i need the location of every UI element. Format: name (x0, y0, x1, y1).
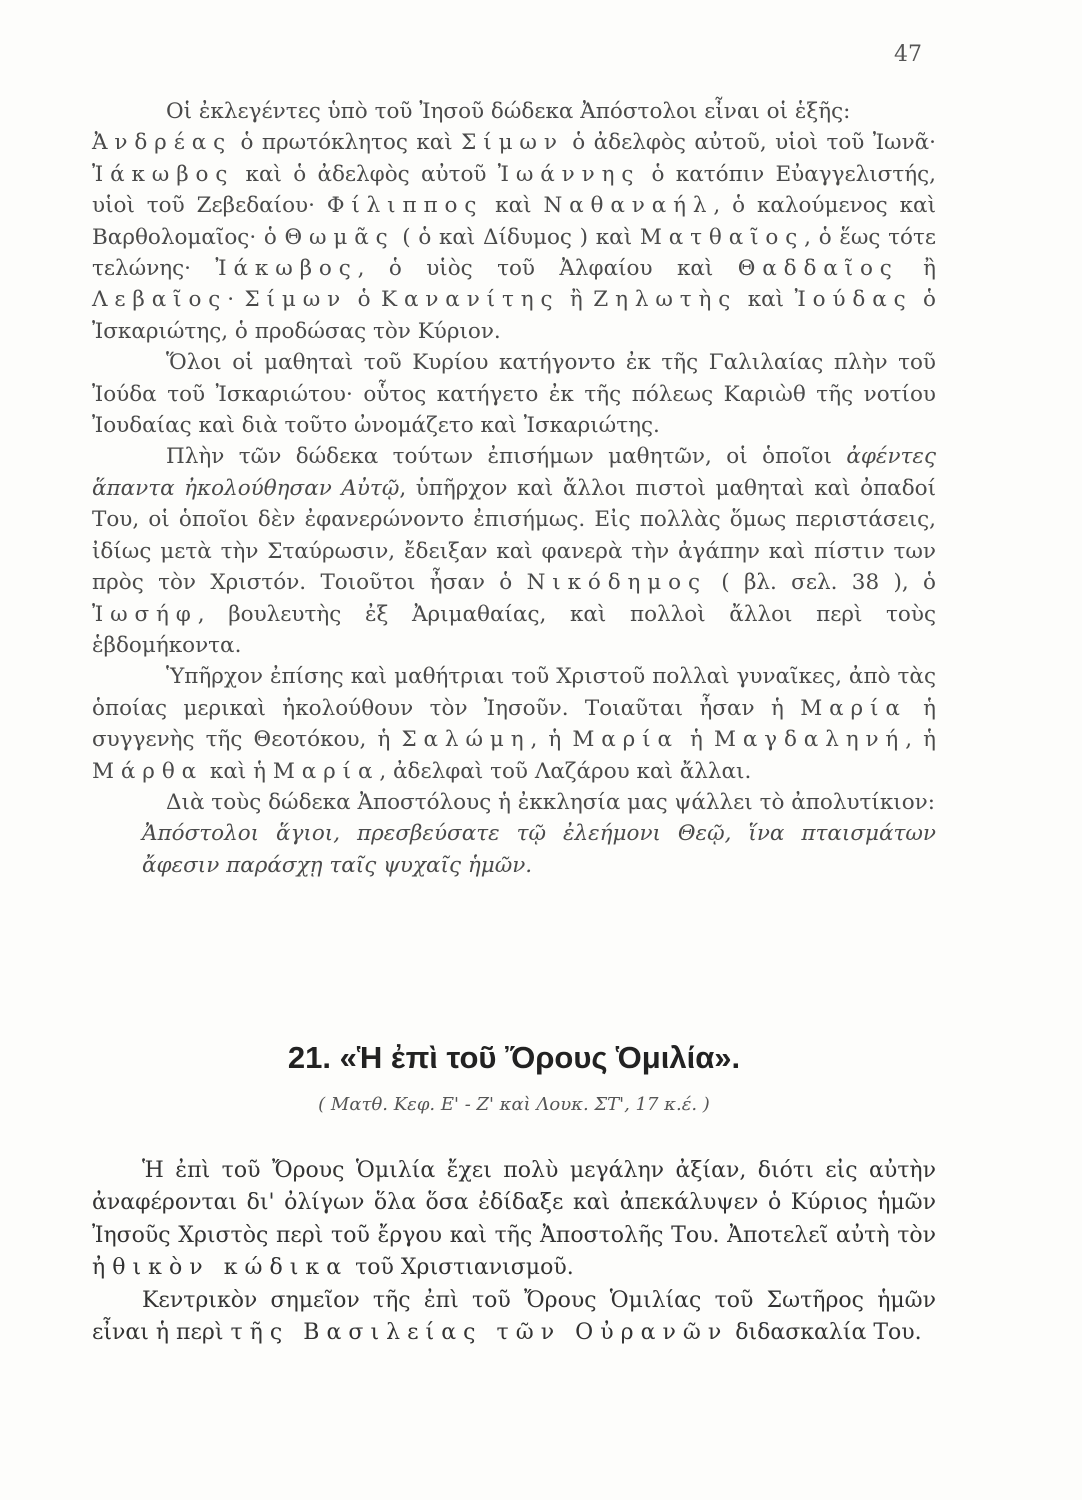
apostle-name: Ἰάκωβος (92, 161, 235, 187)
text-run: ἡ συγγενὴς τῆς Θεοτόκου, ἡ (92, 695, 936, 753)
page-number: 47 (894, 42, 922, 67)
galilee-paragraph: Ὅλοι οἱ μαθηταὶ τοῦ Κυρίου κατήγοντο ἐκ τῆς Γαλιλαίας πλὴν τοῦ Ἰούδα τοῦ Ἰσκαριώτου· οὗτος κατήγετο ἐκ τῆς πόλεως Καριὼθ τῆς νοτίου Ἰουδαίας καὶ διὰ τοῦτο ὠνομάζετο καὶ Ἰσκαριώτης. (92, 350, 936, 439)
text-run: καὶ ἡ (203, 758, 273, 784)
text-run: , ἀδελφαὶ τοῦ Λαζάρου καὶ ἄλλαι. (379, 758, 752, 784)
text-run: ὁ Ἰσκαριώτης, ὁ προδώσας τὸν Κύριον. (92, 287, 936, 344)
apostle-name: Σίμων (244, 287, 348, 313)
apolytikion-intro: Διὰ τοὺς δώδεκα Ἀποστόλους ἡ ἐκκλησία μας ψάλλει τὸ ἀπολυτίκιον: (166, 789, 935, 815)
disciple-name: Νικόδημος (526, 570, 707, 596)
woman-name: Μαρία (800, 695, 907, 721)
emphasized-phrase: τῆς Βασιλείας τῶν Οὐρανῶν (230, 1320, 729, 1346)
text-run: ( βλ. σελ. 38 ), ὁ (706, 570, 936, 596)
text-run: διδασκαλία Του. (728, 1320, 922, 1346)
woman-name: Σαλώμη (401, 727, 531, 753)
text-run: , ὁ καλούμενος καὶ Βαρθολομαῖος· ὁ (92, 193, 937, 250)
other-disciples-paragraph (92, 441, 936, 661)
apolytikion-text: Ἀπόστολοι ἅγιοι, πρεσβεύσατε τῷ ἐλεήμονι Θεῷ, ἵνα πταισμάτων ἄφεσιν παράσχῃ ταῖς ψυχαῖς ἡμῶν. (142, 821, 936, 878)
text-run: , ὁ ἕως τότε τελώνης· (92, 224, 936, 282)
text-run: καὶ (737, 287, 795, 313)
text-run: Οἱ ἐκλεγέντες ὑπὸ τοῦ Ἰησοῦ δώδεκα Ἀπόστολοι εἶναι οἱ ἑξῆς: (166, 99, 851, 124)
text-run: ἡ (678, 727, 714, 753)
text-run: Πλὴν τῶν δώδεκα τούτων ἐπισήμων μαθητῶν, οἱ ὁποῖοι (166, 444, 847, 470)
text-run: ἢ (559, 287, 594, 313)
text-run: ὁ (347, 287, 382, 313)
text-run: ἢ (898, 256, 937, 282)
apostle-name: Σίμων (461, 130, 564, 156)
apostle-name: Ἰούδας (794, 287, 913, 313)
section-heading: 21. «Ἡ ἐπὶ τοῦ Ὄρους Ὁμιλία». (287, 1040, 741, 1075)
text-run: · (227, 287, 245, 313)
text-run: ὁ ἀδελφὸς αὐτοῦ, υἱοὶ τοῦ Ἰωνᾶ· (563, 130, 936, 156)
apostle-name: Ματθαῖος (639, 224, 805, 250)
apostle-name: Θαδδαῖος (737, 256, 899, 282)
emphasized-phrase: ἠθικὸν κώδικα (92, 1255, 349, 1281)
sermon-paragraph-1 (92, 1155, 936, 1285)
women-paragraph (92, 661, 936, 787)
apostle-name: Ἰάκωβος (215, 256, 358, 282)
text-run: , ὁ υἱὸς τοῦ Ἀλφαίου καὶ (357, 256, 738, 282)
text-run: , ἡ (905, 727, 936, 753)
main-text-block (92, 96, 936, 881)
apostle-name: Ναθαναήλ (543, 193, 714, 219)
text-run: ὁ πρωτόκλητος καὶ (232, 130, 462, 156)
apostle-name: Ἀνδρέας (92, 130, 233, 156)
apostle-name: Κανανίτης (381, 287, 560, 313)
apostle-name: Λεβαῖος (92, 287, 228, 313)
text-run: τοῦ Χριστιανισμοῦ. (348, 1255, 574, 1281)
woman-name: Μαρία (272, 758, 380, 784)
woman-name: Μαγδαληνή (713, 727, 906, 753)
woman-name: Μάρθα (92, 758, 204, 784)
apostle-name: Φίλιππος (326, 193, 484, 219)
apostles-paragraph (92, 96, 936, 347)
disciple-name: Ἰωσήφ (92, 601, 198, 627)
text-run: Ὑπῆρχον ἐπίσης καὶ μαθήτριαι τοῦ Χριστοῦ πολλαὶ γυναῖκες, ἀπὸ τὰς ὁποίας μερικαὶ ἠκολούθουν τὸν Ἰησοῦν. Τοιαῦται ἦσαν ἡ (92, 664, 936, 721)
sermon-text-block (92, 1155, 936, 1349)
text-run: , ὑπῆρχον καὶ ἄλλοι πιστοὶ μαθηταὶ καὶ ὀπαδοί Του, οἱ ὁποῖοι δὲν ἐφανερώνοντο ἐπισήμως. Εἰς πολλὰς ὅμως περιστάσεις, ἰδίως μετὰ τὴν Σταύρωσιν, ἔδειξαν καὶ φανερὰ τὴν ἀγάπην καὶ πίστιν των πρὸς τὸν Χριστόν. Τοιοῦτοι ἦσαν ὁ (92, 475, 937, 596)
sermon-paragraph-2 (92, 1285, 936, 1350)
text-run: , ἡ (530, 727, 573, 753)
text-run: Κεντρικὸν σημεῖον τῆς ἐπὶ τοῦ Ὄρους Ὁμιλίας τοῦ Σωτῆρος ἡμῶν εἶναι ἡ περὶ (92, 1287, 936, 1346)
text-run: Ἡ ἐπὶ τοῦ Ὄρους Ὁμιλία ἔχει πολὺ μεγάλην ἀξίαν, διότι εἰς αὐτὴν ἀναφέρονται δι' ὀλίγων ὅλα ὅσα ἐδίδαξε καὶ ἀπεκάλυψεν ὁ Κύριος ἡμῶν Ἰησοῦς Χριστὸς περὶ τοῦ ἔργου καὶ τῆς Ἀποστολῆς Του. Ἀποτελεῖ αὐτὴ τὸν (92, 1158, 936, 1248)
apostle-name: Ἰωάννης (497, 161, 641, 187)
italic-phrase: ἀφέντες ἅπαντα ἠκολούθησαν Αὐτῷ (92, 444, 936, 501)
text-run: ( ὁ καὶ Δίδυμος ) καὶ (394, 224, 640, 250)
apostle-name: Θωμᾶς (284, 224, 395, 250)
text-run: καὶ (483, 193, 544, 219)
woman-name: Μαρία (572, 727, 679, 753)
text-run: , βουλευτὴς ἐξ Ἀριμαθαίας, καὶ πολλοὶ ἄλλοι περὶ τοὺς ἑβδομήκοντα. (92, 601, 936, 658)
text-run: καὶ ὁ ἀδελφὸς αὐτοῦ (234, 161, 498, 187)
text-run: ὁ κατόπιν Εὐαγγελιστής, υἱοὶ τοῦ Ζεβεδαίου· (92, 161, 936, 219)
section-reference: ( Ματθ. Κεφ. Ε' - Ζ' καὶ Λουκ. ΣΤ', 17 κ.έ. ) (318, 1094, 710, 1115)
apostle-name: Ζηλωτὴς (593, 287, 738, 313)
